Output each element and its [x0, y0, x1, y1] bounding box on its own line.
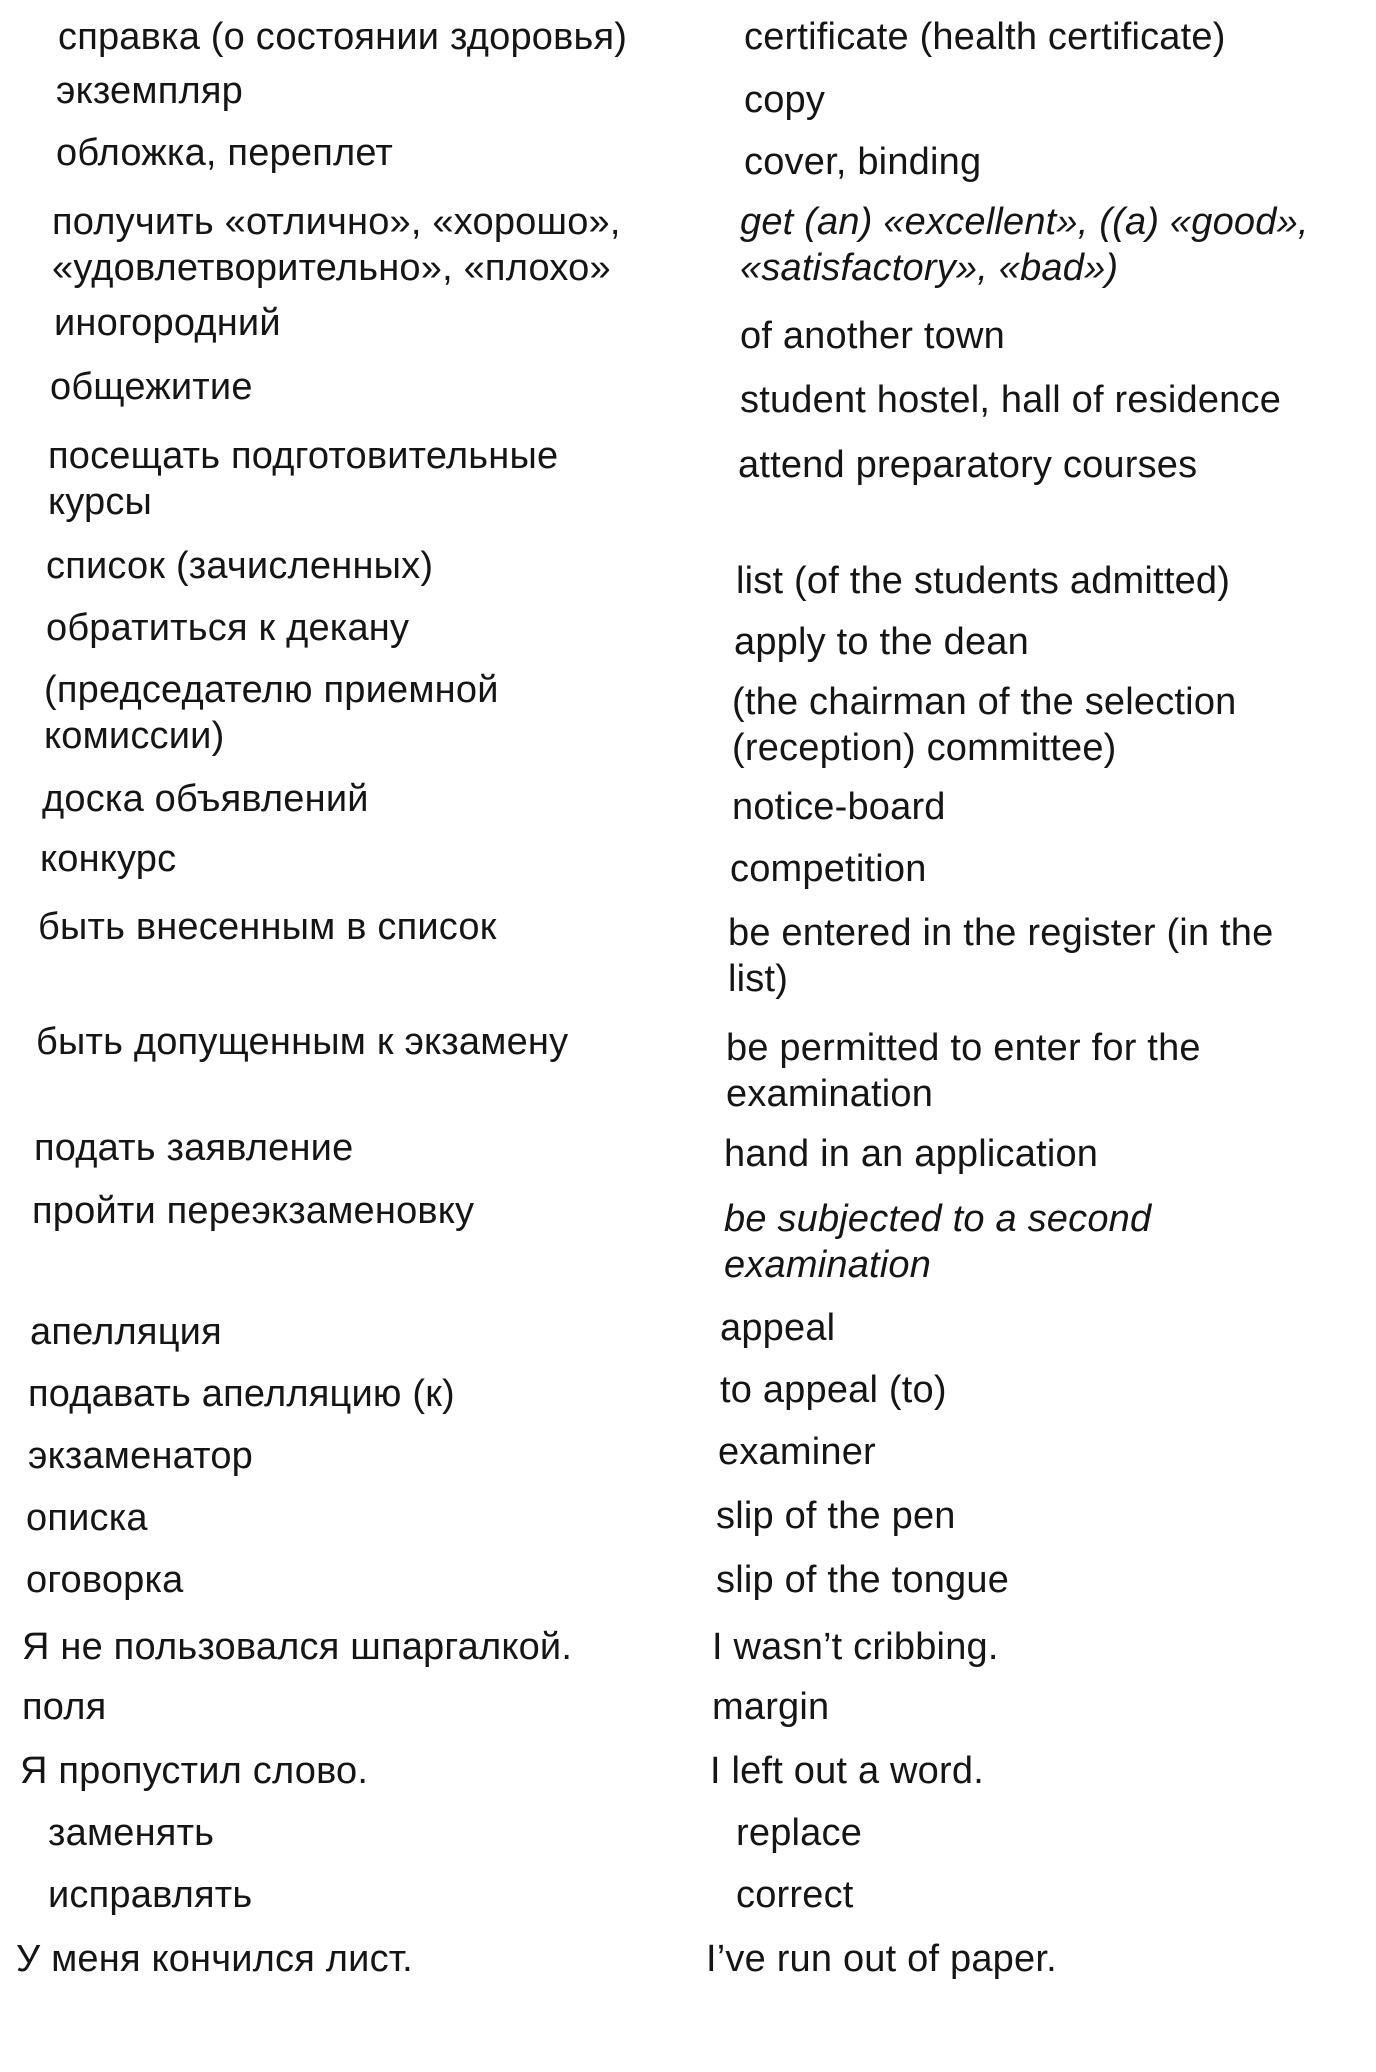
english-term: slip of the tongue — [716, 1559, 1010, 1601]
russian-term: доска объявлений — [42, 778, 369, 820]
russian-term: (председателю приемной комиссии) — [44, 669, 499, 757]
english-term: examiner — [718, 1431, 876, 1473]
english-term: apply to the dean — [734, 621, 1029, 663]
english-term: (the chairman of the selection (reception) committee) — [732, 681, 1237, 769]
russian-term: конкурс — [40, 838, 177, 880]
english-term: be permitted to enter for the examination — [726, 1027, 1201, 1115]
english-term: I’ve run out of paper. — [706, 1938, 1057, 1980]
english-term: list (of the students admitted) — [736, 560, 1231, 602]
english-term: I wasn’t cribbing. — [712, 1626, 999, 1668]
english-term: attend preparatory courses — [738, 444, 1198, 486]
russian-term: справка (о состоянии здоровья) — [58, 16, 628, 58]
english-term: I left out a word. — [710, 1750, 984, 1792]
russian-term: Я не пользовался шпаргалкой. — [22, 1626, 573, 1668]
russian-term: апелляция — [30, 1311, 222, 1353]
english-term: get (an) «excellent», ((a) «good», «satisfactory», «bad») — [740, 201, 1309, 289]
english-term: slip of the pen — [716, 1495, 956, 1537]
russian-term: заменять — [48, 1812, 215, 1854]
russian-term: поля — [22, 1686, 107, 1728]
russian-term: обложка, переплет — [56, 132, 394, 174]
english-term: be subjected to a second examination — [724, 1198, 1152, 1286]
russian-term: оговорка — [26, 1559, 184, 1601]
russian-term: список (зачисленных) — [46, 545, 434, 587]
russian-term: быть допущенным к экзамену — [36, 1021, 569, 1063]
english-term: be entered in the register (in the list) — [728, 912, 1274, 1000]
russian-term: экземпляр — [56, 70, 243, 112]
english-term: copy — [744, 79, 826, 121]
russian-term: У меня кончился лист. — [16, 1938, 413, 1980]
english-term: student hostel, hall of residence — [740, 379, 1282, 421]
russian-term: пройти переэкзаменовку — [32, 1190, 475, 1232]
english-term: certificate (health certificate) — [744, 16, 1226, 58]
english-term: correct — [736, 1874, 854, 1916]
russian-term: обратиться к декану — [46, 607, 410, 649]
english-term: of another town — [740, 315, 1005, 357]
english-term: cover, binding — [744, 141, 982, 183]
russian-term: быть внесенным в список — [38, 906, 497, 948]
russian-term: посещать подготовительные курсы — [48, 435, 559, 523]
english-term: notice-board — [732, 786, 946, 828]
english-term: margin — [712, 1686, 830, 1728]
english-term: replace — [736, 1812, 863, 1854]
english-term: competition — [730, 848, 927, 890]
russian-term: подавать апелляцию (к) — [28, 1373, 455, 1415]
russian-term: экзаменатор — [28, 1435, 253, 1477]
english-term: to appeal (to) — [720, 1369, 947, 1411]
russian-term: подать заявление — [34, 1127, 354, 1169]
english-term: hand in an application — [724, 1133, 1099, 1175]
russian-term: исправлять — [48, 1874, 253, 1916]
russian-term: иногородний — [54, 302, 281, 344]
russian-term: получить «отлично», «хорошо», «удовлетворительно», «плохо» — [52, 201, 621, 289]
english-term: appeal — [720, 1307, 836, 1349]
russian-term: описка — [26, 1497, 148, 1539]
russian-term: Я пропустил слово. — [20, 1750, 369, 1792]
russian-term: общежитие — [50, 366, 253, 408]
